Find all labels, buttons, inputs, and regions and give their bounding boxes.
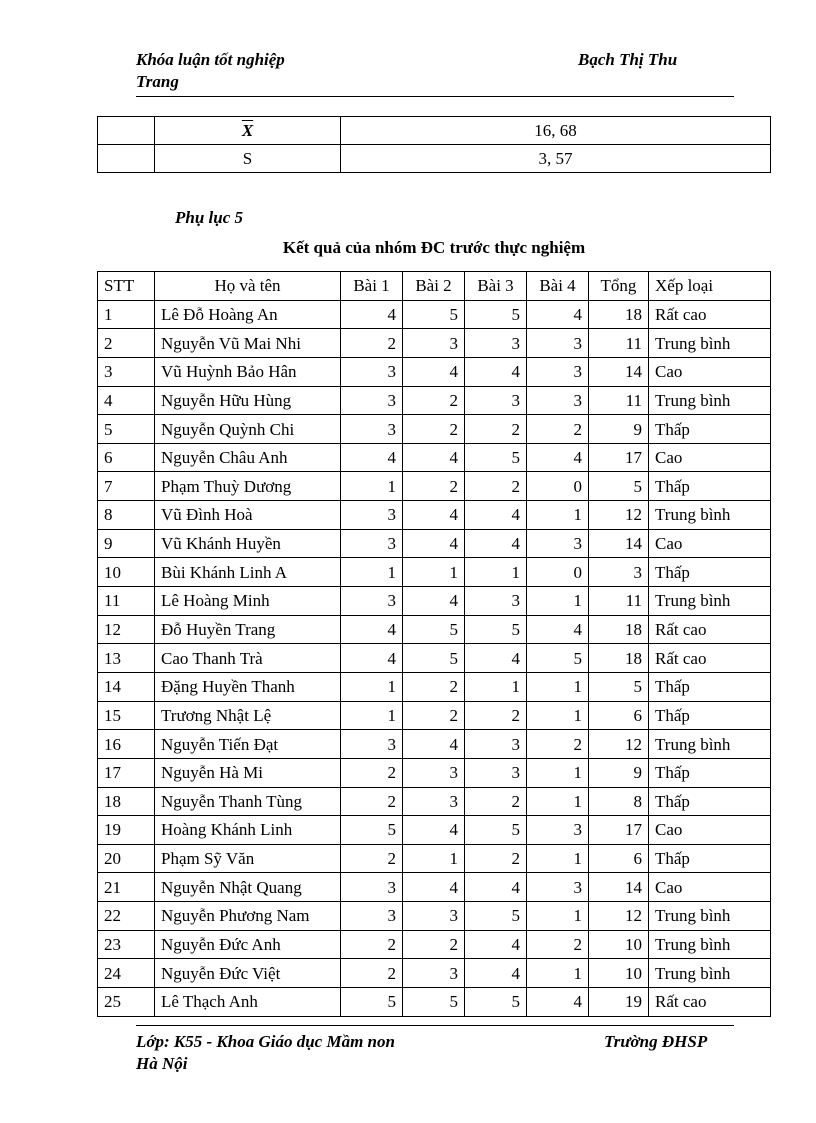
row-number: 24 (98, 959, 155, 988)
total-score: 12 (589, 730, 649, 759)
score-bai2: 3 (403, 787, 465, 816)
row-number: 9 (98, 529, 155, 558)
score-bai2: 2 (403, 415, 465, 444)
row-number: 4 (98, 386, 155, 415)
row-number: 13 (98, 644, 155, 673)
score-bai3: 4 (465, 529, 527, 558)
total-score: 9 (589, 415, 649, 444)
score-bai3: 3 (465, 329, 527, 358)
score-bai1: 2 (341, 959, 403, 988)
table-header-row (98, 272, 771, 301)
total-score: 18 (589, 644, 649, 673)
total-score: 5 (589, 472, 649, 501)
student-name: Vũ Đình Hoà (155, 501, 341, 530)
score-bai1: 2 (341, 758, 403, 787)
score-bai3: 2 (465, 701, 527, 730)
student-name: Lê Đỗ Hoàng An (155, 300, 341, 329)
student-name: Nguyễn Vũ Mai Nhi (155, 329, 341, 358)
score-bai4: 3 (527, 386, 589, 415)
student-name: Hoàng Khánh Linh (155, 816, 341, 845)
student-name: Nguyễn Đức Anh (155, 930, 341, 959)
student-name: Trương Nhật Lệ (155, 701, 341, 730)
row-number: 17 (98, 758, 155, 787)
student-name: Lê Hoàng Minh (155, 587, 341, 616)
row-number: 11 (98, 587, 155, 616)
rating: Thấp (649, 787, 771, 816)
score-bai2: 2 (403, 701, 465, 730)
rating: Rất cao (649, 300, 771, 329)
score-bai3: 4 (465, 873, 527, 902)
score-bai4: 4 (527, 300, 589, 329)
stats-empty-cell (98, 145, 155, 173)
table-row (98, 415, 771, 444)
row-number: 2 (98, 329, 155, 358)
score-bai2: 2 (403, 472, 465, 501)
row-number: 22 (98, 902, 155, 931)
score-bai3: 1 (465, 672, 527, 701)
student-name: Nguyễn Hữu Hùng (155, 386, 341, 415)
score-bai2: 5 (403, 300, 465, 329)
student-name: Nguyễn Thanh Tùng (155, 787, 341, 816)
total-score: 5 (589, 672, 649, 701)
total-score: 18 (589, 615, 649, 644)
rating: Trung bình (649, 329, 771, 358)
score-bai1: 3 (341, 873, 403, 902)
total-score: 17 (589, 443, 649, 472)
score-bai4: 4 (527, 443, 589, 472)
mean-symbol: $\overline{X}$ (241, 121, 254, 140)
score-bai1: 3 (341, 730, 403, 759)
score-bai3: 3 (465, 386, 527, 415)
student-name: Lê Thạch Anh (155, 988, 341, 1017)
score-bai4: 1 (527, 701, 589, 730)
score-bai1: 3 (341, 529, 403, 558)
student-name: Bùi Khánh Linh A (155, 558, 341, 587)
col-header: Bài 4 (527, 272, 589, 301)
total-score: 6 (589, 701, 649, 730)
student-name: Phạm Thuỳ Dương (155, 472, 341, 501)
score-bai4: 1 (527, 902, 589, 931)
row-number: 6 (98, 443, 155, 472)
score-bai4: 1 (527, 501, 589, 530)
table-row (98, 587, 771, 616)
total-score: 14 (589, 529, 649, 558)
appendix-title: Phụ lục 5 (175, 208, 244, 227)
rating: Cao (649, 357, 771, 386)
score-bai1: 2 (341, 787, 403, 816)
score-bai4: 4 (527, 615, 589, 644)
student-name: Vũ Khánh Huyền (155, 529, 341, 558)
total-score: 10 (589, 959, 649, 988)
score-bai4: 1 (527, 844, 589, 873)
student-name: Nguyễn Nhật Quang (155, 873, 341, 902)
score-bai4: 4 (527, 988, 589, 1017)
score-bai2: 4 (403, 501, 465, 530)
rating: Cao (649, 529, 771, 558)
score-bai4: 0 (527, 472, 589, 501)
score-bai1: 2 (341, 844, 403, 873)
rating: Trung bình (649, 386, 771, 415)
table-row (98, 730, 771, 759)
score-bai1: 3 (341, 501, 403, 530)
score-bai3: 3 (465, 587, 527, 616)
rating: Rất cao (649, 615, 771, 644)
score-bai4: 1 (527, 758, 589, 787)
score-bai3: 2 (465, 844, 527, 873)
score-bai4: 3 (527, 816, 589, 845)
rating: Thấp (649, 844, 771, 873)
student-name: Nguyễn Tiến Đạt (155, 730, 341, 759)
rating: Thấp (649, 415, 771, 444)
score-bai1: 2 (341, 930, 403, 959)
score-bai4: 3 (527, 529, 589, 558)
score-bai2: 1 (403, 844, 465, 873)
student-name: Nguyễn Đức Việt (155, 959, 341, 988)
table-row (98, 644, 771, 673)
stats-row-mean (98, 117, 771, 145)
row-number: 16 (98, 730, 155, 759)
score-bai4: 1 (527, 959, 589, 988)
total-score: 12 (589, 501, 649, 530)
score-bai2: 5 (403, 644, 465, 673)
student-name: Nguyễn Châu Anh (155, 443, 341, 472)
col-header: Bài 2 (403, 272, 465, 301)
score-bai1: 3 (341, 357, 403, 386)
score-bai4: 3 (527, 329, 589, 358)
score-bai1: 1 (341, 672, 403, 701)
table-row (98, 873, 771, 902)
header-thesis-title: Khóa luận tốt nghiệp (136, 50, 285, 69)
score-bai4: 5 (527, 644, 589, 673)
score-bai2: 4 (403, 730, 465, 759)
score-bai1: 1 (341, 558, 403, 587)
row-number: 5 (98, 415, 155, 444)
score-bai2: 4 (403, 816, 465, 845)
score-bai3: 2 (465, 787, 527, 816)
score-bai2: 1 (403, 558, 465, 587)
total-score: 11 (589, 587, 649, 616)
score-bai3: 5 (465, 443, 527, 472)
table-row (98, 501, 771, 530)
score-bai1: 4 (341, 644, 403, 673)
score-bai1: 5 (341, 988, 403, 1017)
score-bai1: 3 (341, 587, 403, 616)
score-bai1: 5 (341, 816, 403, 845)
score-bai1: 3 (341, 902, 403, 931)
table-row (98, 529, 771, 558)
score-bai1: 3 (341, 415, 403, 444)
score-bai3: 5 (465, 615, 527, 644)
total-score: 3 (589, 558, 649, 587)
score-bai2: 4 (403, 529, 465, 558)
row-number: 15 (98, 701, 155, 730)
score-bai3: 2 (465, 472, 527, 501)
stats-table (97, 116, 771, 173)
score-bai2: 2 (403, 386, 465, 415)
stats-label: S (155, 145, 341, 173)
score-bai2: 3 (403, 758, 465, 787)
rating: Cao (649, 816, 771, 845)
row-number: 12 (98, 615, 155, 644)
score-bai2: 3 (403, 329, 465, 358)
student-name: Đỗ Huyền Trang (155, 615, 341, 644)
score-bai4: 1 (527, 587, 589, 616)
score-bai3: 5 (465, 988, 527, 1017)
stats-empty-cell (98, 117, 155, 145)
student-name: Nguyễn Quỳnh Chi (155, 415, 341, 444)
score-bai2: 3 (403, 902, 465, 931)
score-bai1: 4 (341, 443, 403, 472)
score-bai2: 4 (403, 443, 465, 472)
rating: Thấp (649, 758, 771, 787)
table-row (98, 758, 771, 787)
score-bai3: 5 (465, 902, 527, 931)
header-page-label: Trang (136, 72, 179, 91)
stats-value: 16, 68 (341, 117, 771, 145)
score-bai4: 3 (527, 873, 589, 902)
score-bai3: 2 (465, 415, 527, 444)
row-number: 23 (98, 930, 155, 959)
rating: Thấp (649, 701, 771, 730)
table-row (98, 300, 771, 329)
page-header (136, 50, 734, 97)
score-bai1: 4 (341, 300, 403, 329)
rating: Cao (649, 873, 771, 902)
row-number: 21 (98, 873, 155, 902)
total-score: 11 (589, 386, 649, 415)
student-name: Cao Thanh Trà (155, 644, 341, 673)
score-bai2: 4 (403, 357, 465, 386)
footer-class: Lớp: K55 - Khoa Giáo dục Mầm non (136, 1032, 395, 1051)
stats-label (155, 117, 341, 145)
rating: Thấp (649, 672, 771, 701)
row-number: 19 (98, 816, 155, 845)
col-header: Bài 3 (465, 272, 527, 301)
total-score: 17 (589, 816, 649, 845)
footer-university: Trường ĐHSP (604, 1032, 708, 1051)
table-row (98, 443, 771, 472)
total-score: 19 (589, 988, 649, 1017)
header-author: Bạch Thị Thu (578, 50, 678, 69)
score-bai4: 2 (527, 930, 589, 959)
rating: Rất cao (649, 644, 771, 673)
score-bai1: 4 (341, 615, 403, 644)
rating: Trung bình (649, 501, 771, 530)
rating: Rất cao (649, 988, 771, 1017)
total-score: 12 (589, 902, 649, 931)
row-number: 14 (98, 672, 155, 701)
table-caption: Kết quả của nhóm ĐC trước thực nghiệm (282, 238, 586, 257)
table-row (98, 701, 771, 730)
score-bai3: 4 (465, 959, 527, 988)
score-bai3: 4 (465, 357, 527, 386)
score-bai4: 2 (527, 415, 589, 444)
col-header: Bài 1 (341, 272, 403, 301)
row-number: 10 (98, 558, 155, 587)
rating: Thấp (649, 472, 771, 501)
row-number: 18 (98, 787, 155, 816)
total-score: 11 (589, 329, 649, 358)
score-bai2: 4 (403, 587, 465, 616)
score-bai2: 4 (403, 873, 465, 902)
rating: Trung bình (649, 930, 771, 959)
rating: Cao (649, 443, 771, 472)
stats-row-sd (98, 145, 771, 173)
total-score: 9 (589, 758, 649, 787)
rating: Trung bình (649, 902, 771, 931)
row-number: 3 (98, 357, 155, 386)
table-row (98, 472, 771, 501)
table-row (98, 816, 771, 845)
page-footer (136, 1025, 734, 1076)
total-score: 8 (589, 787, 649, 816)
score-bai3: 5 (465, 300, 527, 329)
table-row (98, 959, 771, 988)
score-bai3: 4 (465, 930, 527, 959)
score-bai4: 0 (527, 558, 589, 587)
table-row (98, 615, 771, 644)
student-name: Nguyễn Phương Nam (155, 902, 341, 931)
table-row (98, 357, 771, 386)
student-name: Nguyễn Hà Mi (155, 758, 341, 787)
rating: Trung bình (649, 730, 771, 759)
row-number: 20 (98, 844, 155, 873)
stats-value: 3, 57 (341, 145, 771, 173)
table-row (98, 672, 771, 701)
row-number: 7 (98, 472, 155, 501)
score-bai1: 2 (341, 329, 403, 358)
row-number: 25 (98, 988, 155, 1017)
total-score: 14 (589, 873, 649, 902)
score-bai2: 5 (403, 988, 465, 1017)
rating: Trung bình (649, 587, 771, 616)
score-bai2: 5 (403, 615, 465, 644)
table-row (98, 787, 771, 816)
score-bai4: 1 (527, 787, 589, 816)
col-header: Họ và tên (155, 272, 341, 301)
rating: Thấp (649, 558, 771, 587)
table-row (98, 844, 771, 873)
row-number: 8 (98, 501, 155, 530)
results-table (97, 271, 771, 1017)
total-score: 6 (589, 844, 649, 873)
footer-city: Hà Nội (136, 1054, 188, 1073)
score-bai4: 3 (527, 357, 589, 386)
total-score: 14 (589, 357, 649, 386)
score-bai1: 1 (341, 701, 403, 730)
score-bai3: 3 (465, 730, 527, 759)
score-bai4: 1 (527, 672, 589, 701)
col-header: STT (98, 272, 155, 301)
score-bai2: 2 (403, 930, 465, 959)
student-name: Phạm Sỹ Văn (155, 844, 341, 873)
table-row (98, 558, 771, 587)
score-bai3: 4 (465, 501, 527, 530)
total-score: 18 (589, 300, 649, 329)
score-bai3: 1 (465, 558, 527, 587)
score-bai4: 2 (527, 730, 589, 759)
score-bai3: 5 (465, 816, 527, 845)
score-bai3: 4 (465, 644, 527, 673)
score-bai1: 1 (341, 472, 403, 501)
table-row (98, 988, 771, 1017)
score-bai3: 3 (465, 758, 527, 787)
score-bai2: 2 (403, 672, 465, 701)
score-bai1: 3 (341, 386, 403, 415)
score-bai2: 3 (403, 959, 465, 988)
col-header: Tổng (589, 272, 649, 301)
row-number: 1 (98, 300, 155, 329)
table-row (98, 930, 771, 959)
total-score: 10 (589, 930, 649, 959)
table-row (98, 329, 771, 358)
col-header: Xếp loại (649, 272, 771, 301)
table-row (98, 902, 771, 931)
student-name: Vũ Huỳnh Bảo Hân (155, 357, 341, 386)
student-name: Đặng Huyền Thanh (155, 672, 341, 701)
rating: Trung bình (649, 959, 771, 988)
table-row (98, 386, 771, 415)
